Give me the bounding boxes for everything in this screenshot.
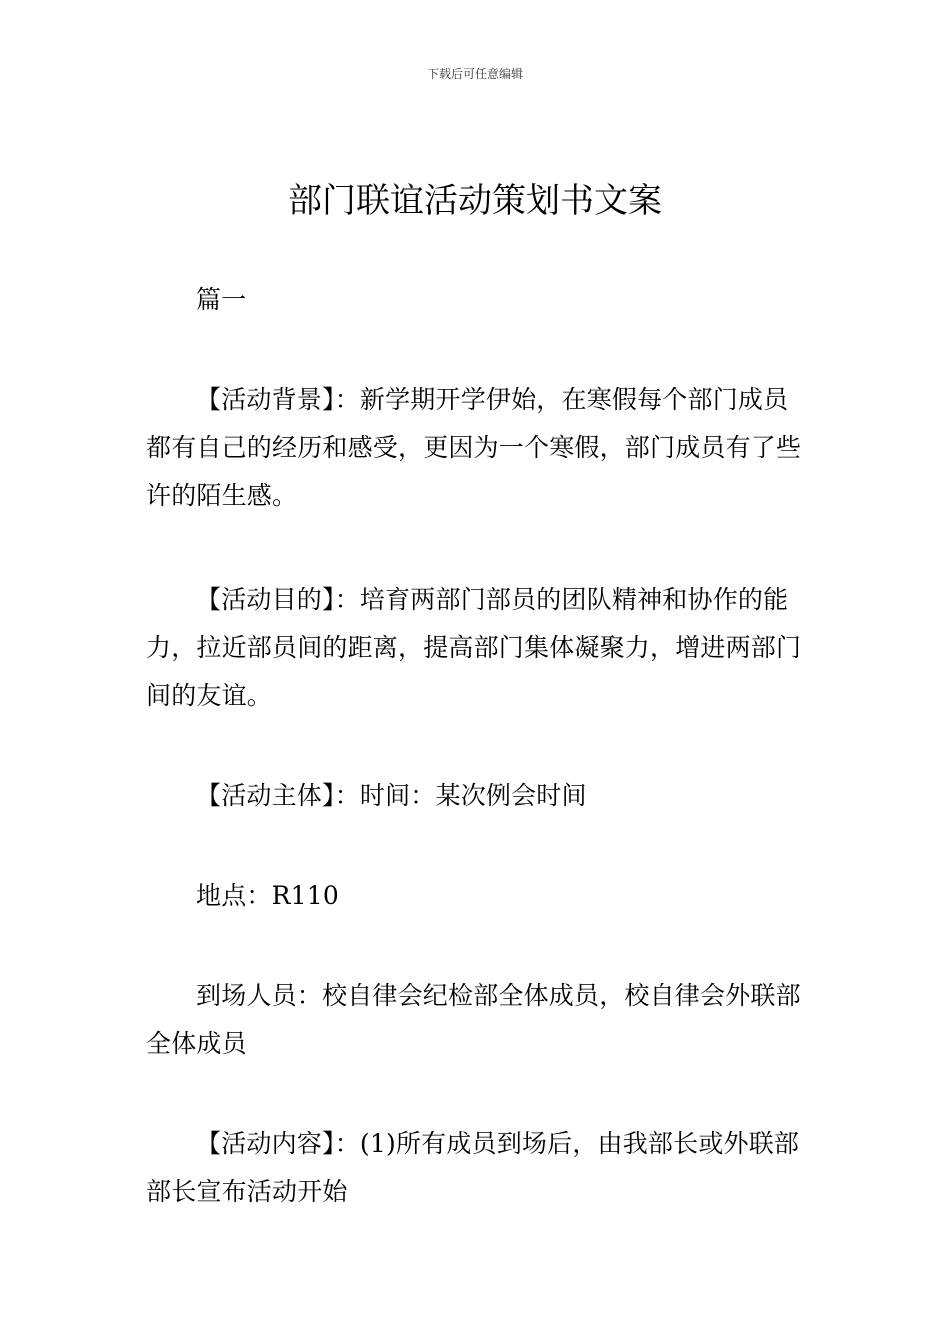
section-heading	[146, 276, 811, 324]
paragraph-text: (1)所有成员到场后，由我部长或外联部部长宣布活动开始	[146, 1129, 800, 1206]
document-title: 部门联谊活动策划书文案	[288, 181, 662, 221]
header-note: 下载后可任意编辑	[426, 67, 523, 81]
paragraph-text: 到场人员：校自律会纪检部全体成员，校自律会外联部全体成员	[146, 981, 801, 1058]
paragraph-label: 【活动内容】：	[196, 1129, 360, 1158]
paragraph-label: 【活动背景】：	[196, 385, 360, 414]
paragraph-label: 【活动目的】：	[196, 585, 360, 614]
section-label: 篇一	[196, 285, 247, 314]
paragraph-text: 培育两部门部员的团队精神和协作的能力，拉近部员间的距离，提高部门集体凝聚力，增进两部门间的友谊。	[146, 585, 802, 710]
paragraph-label: 【活动主体】：	[196, 781, 360, 810]
paragraph-text: 地点：R110	[196, 881, 339, 910]
paragraph-text: 新学期开学伊始，在寒假每个部门成员都有自己的经历和感受，更因为一个寒假，部门成员有了些许的陌生感。	[146, 385, 802, 510]
paragraph-content	[146, 1120, 811, 1216]
paragraph-attendees	[146, 972, 811, 1068]
paragraph-purpose	[146, 576, 811, 720]
paragraph-background	[146, 376, 811, 520]
paragraph-subject	[146, 772, 811, 820]
paragraph-text: 时间：某次例会时间	[359, 781, 587, 810]
paragraph-location	[146, 872, 811, 920]
